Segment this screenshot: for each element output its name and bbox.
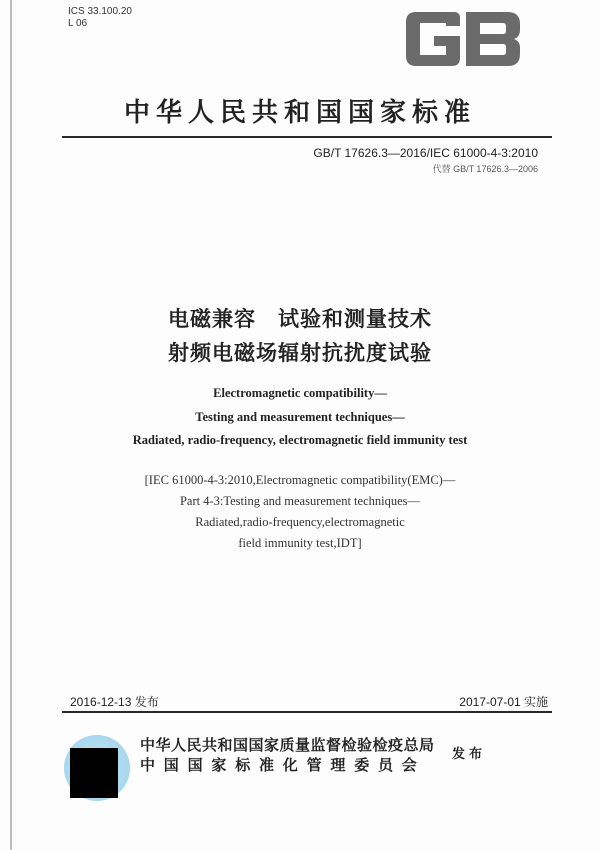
issuer-line-1: 中华人民共和国国家质量监督检验检疫总局 (140, 736, 435, 754)
ics-code: ICS 33.100.20 (68, 6, 132, 17)
class-code: L 06 (68, 18, 88, 29)
iec-reference-line-4: field immunity test,IDT] (238, 536, 362, 550)
english-title-line-2: Testing and measurement techniques— (195, 410, 405, 424)
chinese-title-line-1: 电磁兼容 试验和测量技术 (168, 307, 432, 331)
replaces-standard: 代替 GB/T 17626.3—2006 (432, 164, 538, 174)
publication-date: 2016-12-13 发布 (70, 695, 159, 709)
issue-label: 发布 (452, 747, 487, 762)
bottom-divider (62, 711, 552, 713)
iec-reference-line-2: Part 4-3:Testing and measurement techniques— (179, 494, 421, 508)
standard-number: GB/T 17626.3—2016/IEC 61000-4-3:2010 (313, 146, 538, 160)
english-title-line-3: Radiated, radio-frequency, electromagnetic field immunity test (132, 433, 468, 447)
issuer-line-2: 中国国家标准化管理委员会 (140, 756, 426, 774)
english-title-line-1: Electromagnetic compatibility— (213, 386, 387, 400)
implementation-date: 2017-07-01 实施 (459, 695, 548, 709)
iec-reference-line-3: Radiated,radio-frequency,electromagnetic (195, 515, 405, 529)
redacted-block (70, 748, 118, 798)
gb-logo-icon (402, 8, 524, 70)
classification-codes (68, 6, 132, 30)
top-divider (62, 136, 552, 138)
chinese-title-line-2: 射频电磁场辐射抗扰度试验 (168, 341, 432, 365)
iec-reference-line-1: [IEC 61000-4-3:2010,Electromagnetic compatibility(EMC)— (144, 473, 456, 487)
national-standard-title: 中华人民共和国国家标准 (123, 98, 476, 128)
